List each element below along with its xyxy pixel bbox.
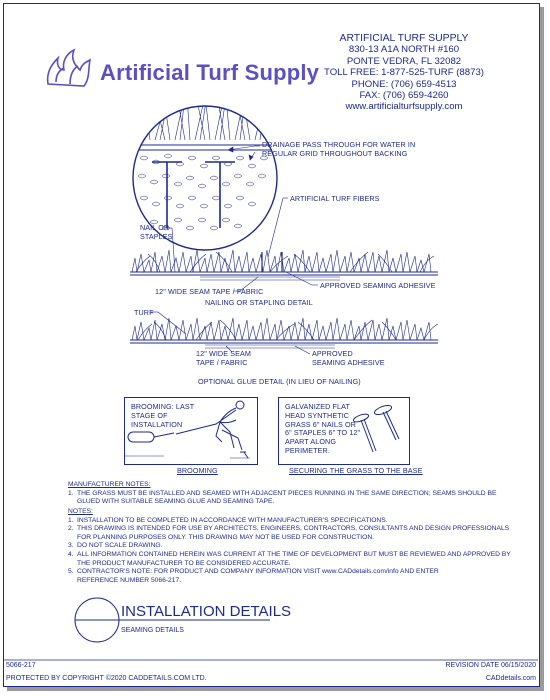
company-phone: PHONE: (706) 659-4513 — [351, 78, 457, 90]
company-tollfree: TOLL FREE: 1-877-525-TURF (8873) — [324, 67, 484, 79]
caddetails-link[interactable]: CADdetails.com — [485, 675, 536, 682]
manufacturer-notes — [68, 481, 496, 507]
callout-seaming-adhesive-2: APPROVED SEAMING ADHESIVE — [312, 349, 385, 367]
note-item: 3. DO NOT SCALE DRAWING. — [68, 542, 163, 550]
callout-seam-tape-2: 12" WIDE SEAM TAPE / FABRIC — [196, 349, 251, 367]
manufacturer-notes-heading: MANUFACTURER NOTES: — [68, 481, 151, 488]
note-item: 4. ALL INFORMATION CONTAINED HEREIN WAS CURRENT AT THE TIME OF DEVELOPMENT BUT MUST BE REVIEWED AND APPROVED BY — [68, 550, 511, 558]
glue-detail-title: OPTIONAL GLUE DETAIL (IN LIEU OF NAILING) — [198, 377, 361, 386]
note-item: 1. INSTALLATION TO BE COMPLETED IN ACCORDANCE WITH MANUFACTURER'S SPECIFICATIONS. — [68, 516, 388, 524]
drawing-title: INSTALLATION DETAILS — [121, 603, 292, 620]
turf-profile-nailing — [130, 250, 438, 280]
turf-profile-glue — [130, 318, 438, 348]
callout-nail-staples: NAIL OR STAPLES — [140, 223, 173, 241]
callout-seaming-adhesive: APPROVED SEAMING ADHESIVE — [320, 281, 436, 290]
notes-heading: NOTES: — [68, 508, 93, 515]
brooming-caption: BROOMING — [177, 466, 218, 475]
callout-seam-tape: 12" WIDE SEAM TAPE / FABRIC — [155, 287, 264, 296]
general-notes — [68, 508, 511, 585]
company-fax: FAX: (706) 659-4260 — [359, 90, 449, 102]
securing-text: GALVANIZED FLAT HEAD SYNTHETIC GRASS 6" NAILS OR 6" STAPLES 6" TO 12" APART ALONG PERIMETER. — [285, 402, 361, 455]
copyright-text: PROTECTED BY COPYRIGHT ©2020 CADDETAILS.COM LTD. — [6, 675, 207, 682]
securing-caption: SECURING THE GRASS TO THE BASE — [289, 466, 423, 475]
company-header — [298, 33, 510, 113]
reference-number: 5066-217 — [6, 662, 36, 669]
note-item-cont: FOR PLANNING PURPOSES ONLY. THIS DRAWING MAY NOT BE USED FOR CONSTRUCTION. — [77, 533, 375, 541]
callout-drainage: DRAINAGE PASS THROUGH FOR WATER IN REGULAR GRID THROUGHOUT BACKING — [262, 140, 416, 158]
nailing-detail-title: NAILING OR STAPLING DETAIL — [205, 298, 313, 307]
note-item-cont: REFERENCE NUMBER 5066-217. — [77, 576, 182, 584]
note-item: 2. THIS DRAWING IS INTENDED FOR USE BY ARCHITECTS, ENGINEERS, CONTRACTORS, CONSULTANTS AND DESIGN PROFESSIONALS — [68, 525, 510, 533]
brooming-text: BROOMING: LAST STAGE OF INSTALLATION — [131, 402, 195, 429]
manufacturer-note: 1. THE GRASS MUST BE INSTALLED AND SEAMED WITH ADJACENT PIECES RUNNING IN THE SAME DIRECTION; SEAMS SHOULD BE — [68, 489, 497, 497]
logo-wordmark: Artificial Turf Supply — [100, 60, 320, 85]
manufacturer-note-cont: GLUED WITH SUITABLE SEAMING GLUE AND SEAMING TAPE. — [77, 498, 275, 506]
callout-turf: TURF — [134, 308, 154, 317]
company-name: ARTIFICIAL TURF SUPPLY — [339, 33, 469, 44]
company-website[interactable]: www.artificialturfsupply.com — [345, 101, 463, 113]
drawing-subtitle: SEAMING DETAILS — [121, 627, 184, 634]
revision-date: REVISION DATE 06/15/2020 — [445, 662, 536, 669]
company-address-1: 830-13 A1A NORTH #160 — [348, 44, 460, 56]
note-item: 5. CONTRACTOR'S NOTE: FOR PRODUCT AND COMPANY INFORMATION VISIT www.CADdetails.com/info AND ENTER — [68, 568, 439, 576]
logo-flame-icon — [48, 50, 90, 86]
callout-turf-fibers: ARTIFICIAL TURF FIBERS — [290, 194, 380, 203]
note-item-cont: THE PRODUCT MANUFACTURER TO BE CONSIDERED ACCURATE. — [77, 559, 291, 567]
company-address-2: PONTE VEDRA, FL 32082 — [346, 55, 462, 67]
